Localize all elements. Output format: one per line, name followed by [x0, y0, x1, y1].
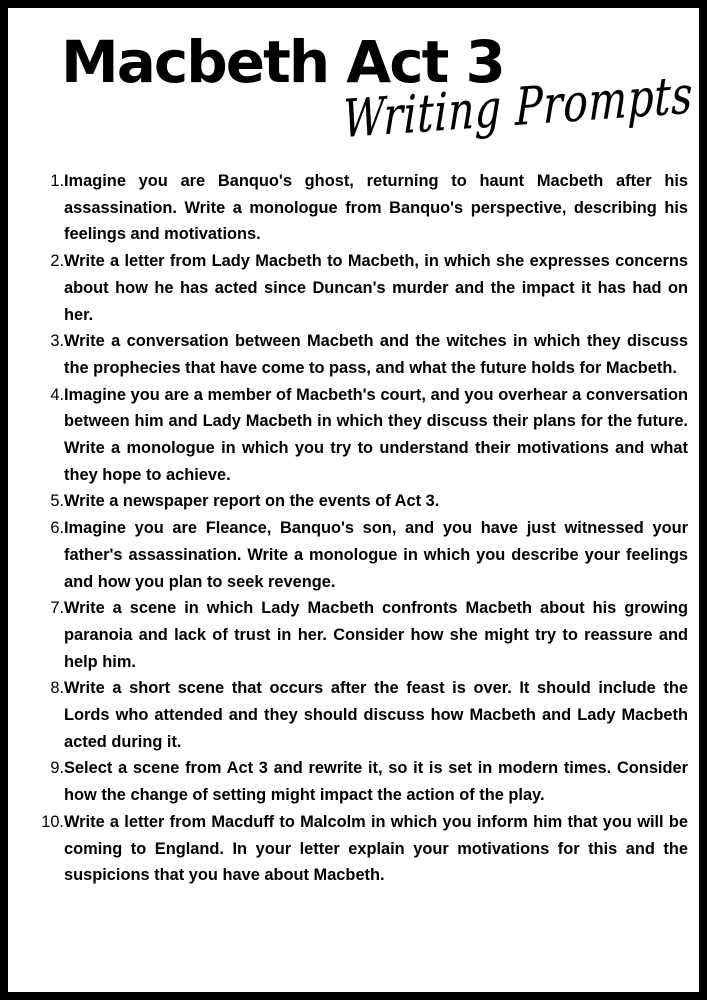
prompt-text: Imagine you are a member of Macbeth's court, and you overhear a conversation between him and Lady Macbeth in which they discuss their plans for the future. Write a monologue in which you try to understand their motivations and what they hope to achieve. — [64, 385, 688, 484]
prompt-list — [36, 168, 688, 889]
prompt-text: Write a letter from Macduff to Malcolm in which you inform him that you will be coming to England. In your letter explain your motivations for this and the suspicions that you have about Macbeth. — [64, 812, 688, 885]
list-item — [36, 595, 688, 675]
prompt-number: 7. — [50, 599, 64, 618]
page-subtitle: Writing Prompts — [342, 65, 694, 151]
prompt-text: Write a short scene that occurs after the feast is over. It should include the Lords who attended and they should discuss how Macbeth and Lady Macbeth acted during it. — [64, 679, 688, 751]
list-item — [36, 248, 688, 328]
list-item — [36, 755, 688, 808]
list-item — [36, 515, 688, 595]
prompt-text: Write a conversation between Macbeth and the witches in which they discuss the prophecies that have come to pass, and what the future holds for Macbeth. — [64, 332, 688, 377]
list-item — [36, 675, 688, 755]
page-title: Macbeth Act 3 — [61, 28, 504, 96]
list-item — [36, 328, 688, 381]
prompt-text: Write a letter from Lady Macbeth to Macbeth, in which she expresses concerns about how he has acted since Duncan's murder and the impact it has had on her. — [64, 252, 688, 324]
prompt-text: Imagine you are Fleance, Banquo's son, and you have just witnessed your father's assassination. Write a monologue in which you describe your feelings and how you plan to seek revenge. — [64, 519, 688, 591]
list-item — [36, 488, 688, 515]
prompt-number: 1. — [50, 172, 64, 190]
list-item — [36, 809, 688, 889]
prompt-text: Write a newspaper report on the events of Act 3. — [64, 492, 440, 511]
prompt-text: Imagine you are Banquo's ghost, returning to haunt Macbeth after his assassination. Write a monologue from Banquo's perspective, describing his feelings and motivations. — [64, 172, 688, 244]
prompt-number: 4. — [50, 385, 64, 404]
prompt-number: 5. — [50, 492, 64, 511]
prompt-number: 2. — [50, 252, 64, 271]
list-item — [36, 168, 688, 248]
prompt-number: 9. — [50, 759, 64, 778]
prompt-text: Select a scene from Act 3 and rewrite it, so it is set in modern times. Consider how the change of setting might impact the action of the play. — [64, 759, 688, 805]
prompt-number: 6. — [50, 519, 64, 538]
prompt-number: 10. — [41, 812, 64, 831]
list-item — [36, 382, 688, 489]
prompt-number: 3. — [50, 332, 64, 351]
prompt-text: Write a scene in which Lady Macbeth confronts Macbeth about his growing paranoia and lack of trust in her. Consider how she might try to reassure and help him. — [64, 599, 688, 671]
prompt-number: 8. — [50, 679, 64, 698]
